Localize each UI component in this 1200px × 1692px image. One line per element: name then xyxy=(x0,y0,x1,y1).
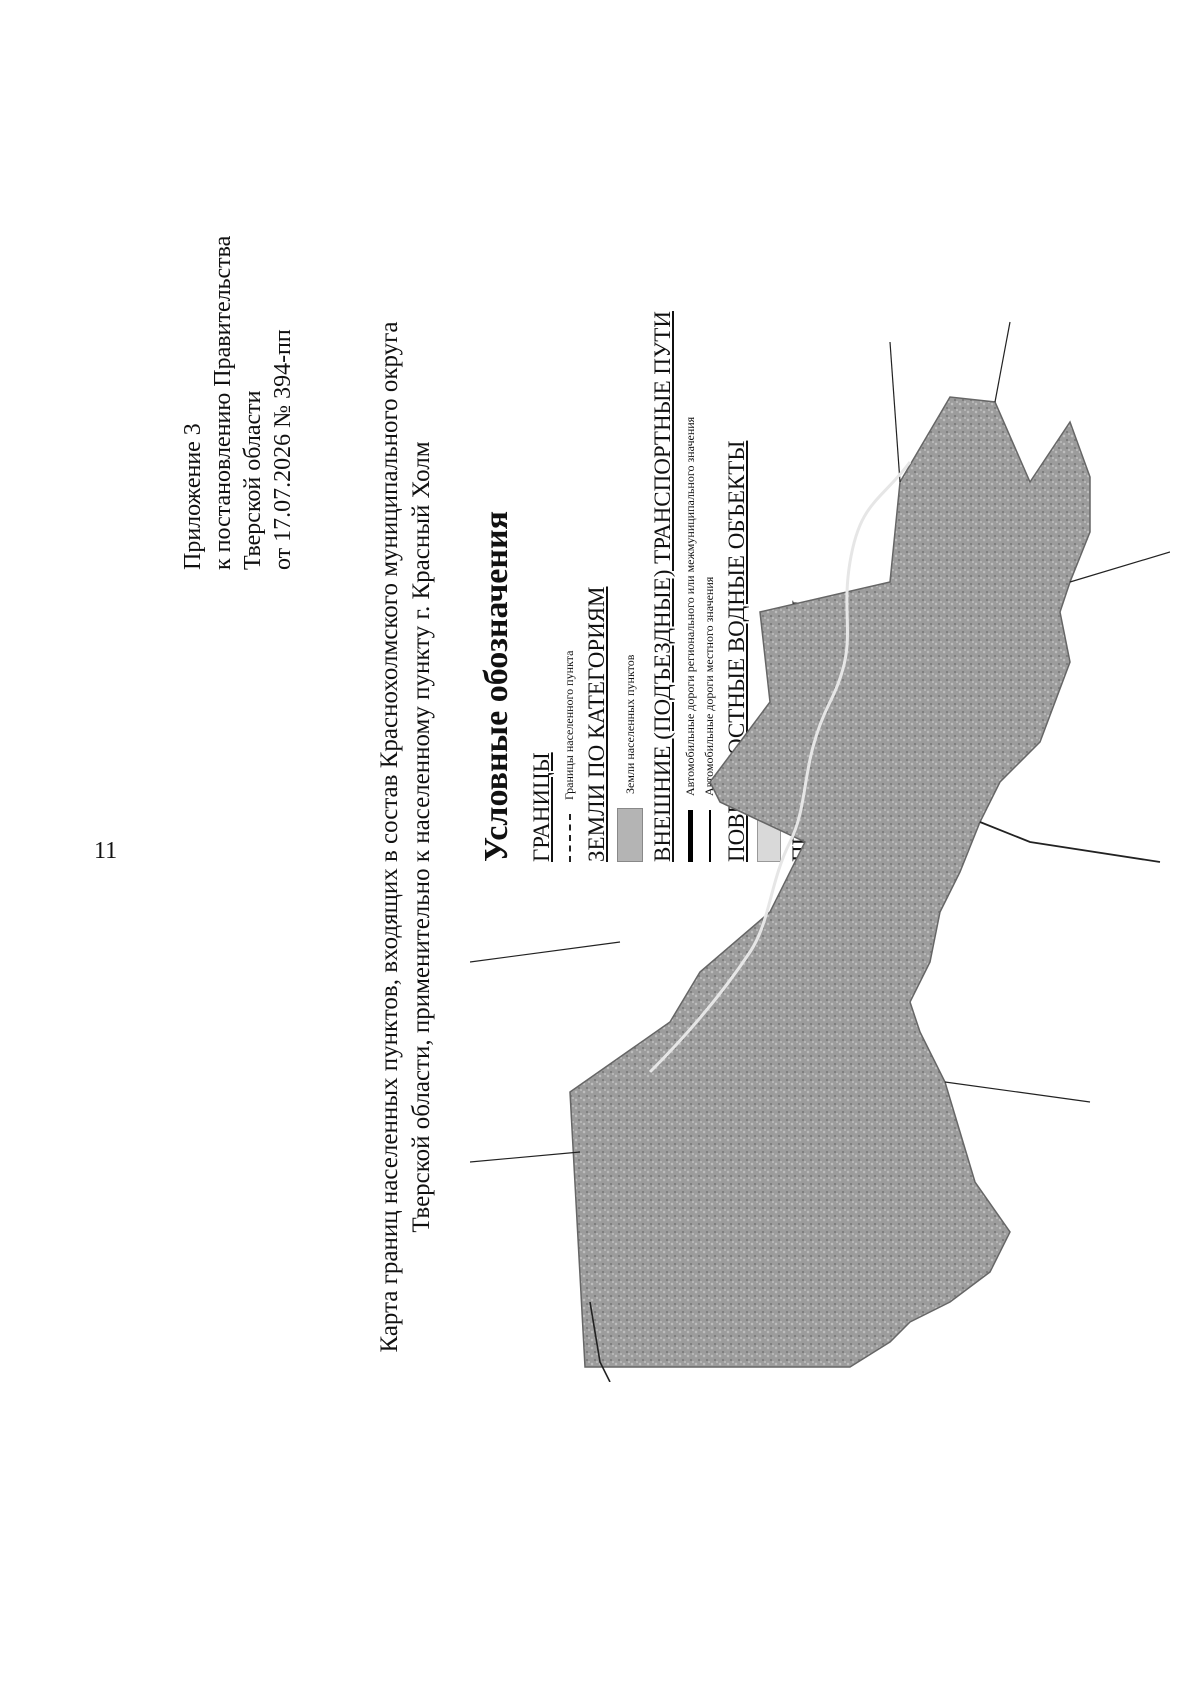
road-2 xyxy=(470,1152,580,1162)
legend-section-land-categories: ЗЕМЛИ ПО КАТЕГОРИЯМ xyxy=(584,586,609,862)
appendix-line-2: к постановлению Правительства xyxy=(210,235,236,570)
road-6 xyxy=(995,322,1010,402)
road-7 xyxy=(1070,552,1170,582)
legend-item-label: Автомобильные дороги регионального или межмуниципального значения xyxy=(683,416,697,796)
appendix-line-3: Тверской области xyxy=(240,390,266,570)
map-svg xyxy=(470,292,1170,1382)
map-title xyxy=(374,232,438,1442)
legend-title: Условные обозначения xyxy=(478,511,515,862)
appendix-line-1: Приложение 3 xyxy=(180,423,206,570)
legend-section-water: ПОВЕРХНОСТНЫЕ ВОДНЫЕ ОБЪЕКТЫ xyxy=(724,440,749,862)
road-5 xyxy=(890,342,900,482)
legend-item-label: Земли населенных пунктов xyxy=(622,654,637,794)
road-3 xyxy=(470,942,620,962)
settlement-territory xyxy=(570,397,1090,1367)
legend-section-boundaries: ГРАНИЦЫ xyxy=(529,752,554,862)
map-title-line-1: Карта границ населенных пунктов, входящих в состав Краснохолмского муниципального округа xyxy=(376,321,403,1353)
road-8 xyxy=(945,1082,1090,1102)
legend-item-label: Автомобильные дороги местного значения xyxy=(702,576,716,796)
appendix-block xyxy=(178,236,298,570)
legend-item-label: Границы населенного пункта xyxy=(562,650,576,800)
road-4 xyxy=(980,822,1160,862)
map-area xyxy=(470,292,1170,1382)
appendix-line-4: от 17.07.2026 № 394-пп xyxy=(270,329,296,570)
page-number: 11 xyxy=(94,838,118,864)
legend-section-transport: ВНЕШНИЕ (ПОДЪЕЗДНЫЕ) ТРАНСПОРТНЫЕ ПУТИ xyxy=(650,311,675,862)
map-title-line-2: Тверской области, применительно к населенному пункту г. Красный Холм xyxy=(408,441,435,1233)
